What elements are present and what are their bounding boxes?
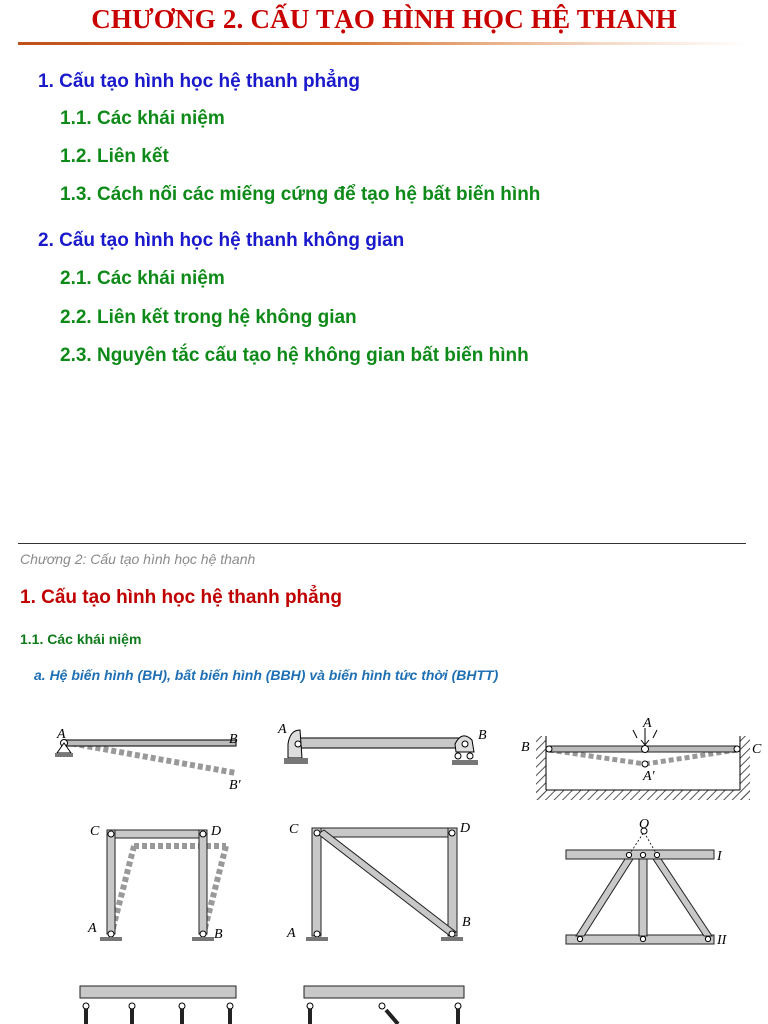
fig5-label-B: B	[462, 915, 471, 930]
running-head: Chương 2: Cấu tạo hình học hệ thanh	[20, 551, 256, 567]
toc-item-2-3[interactable]: 2.3. Nguyên tắc cấu tạo hệ không gian bất biến hình	[60, 345, 529, 366]
fig3-label-A: A	[643, 716, 652, 731]
section-title: 1. Cấu tạo hình học hệ thanh phẳng	[20, 587, 342, 608]
fig1-label-A: A	[57, 727, 66, 742]
title-underline	[18, 42, 748, 45]
toc-item-2-1[interactable]: 2.1. Các khái niệm	[60, 268, 225, 289]
figure-2-simple-beam	[277, 722, 487, 765]
fig2-label-A: A	[278, 722, 287, 737]
fig5-label-C: C	[289, 822, 299, 837]
fig6-label-O: O	[639, 817, 650, 832]
fig4-label-A: A	[88, 921, 97, 936]
toc-item-2[interactable]: 2. Cấu tạo hình học hệ thanh không gian	[38, 230, 405, 251]
figure-6-two-plates	[566, 817, 728, 948]
figure-4-hinged-frame	[87, 824, 226, 942]
fig5-label-A: A	[287, 926, 296, 941]
figure-7-beam-on-bars	[80, 986, 236, 1024]
figure-5-braced-frame	[286, 821, 471, 941]
figure-1-hinged-bar	[55, 727, 242, 793]
slide-title: CHƯƠNG 2. CẤU TẠO HÌNH HỌC HỆ THANH	[91, 4, 677, 34]
toc-item-1[interactable]: 1. Cấu tạo hình học hệ thanh phẳng	[38, 71, 360, 92]
fig3-label-C: C	[752, 742, 762, 757]
toc-item-2-2[interactable]: 2.2. Liên kết trong hệ không gian	[60, 307, 357, 328]
fig4-label-B: B	[214, 927, 223, 942]
figure-8-beam-on-bars	[304, 986, 464, 1024]
fig5-label-D: D	[460, 821, 471, 836]
fig4-label-C: C	[90, 824, 100, 839]
fig2-label-B: B	[478, 728, 487, 743]
item-a-heading: a. Hệ biến hình (BH), bất biến hình (BBH) và biến hình tức thời (BHTT)	[34, 667, 499, 683]
subsection-title: 1.1. Các khái niệm	[20, 631, 142, 647]
toc-item-1-1[interactable]: 1.1. Các khái niệm	[60, 108, 225, 129]
slide-divider	[18, 543, 746, 544]
fig6-label-II: II	[717, 933, 727, 948]
toc-item-1-3[interactable]: 1.3. Cách nối các miếng cứng để tạo hệ bất biến hình	[60, 184, 541, 205]
fig4-label-D: D	[211, 824, 222, 839]
fig1-label-B-prime: B'	[229, 778, 241, 793]
fig1-label-B: B	[229, 732, 238, 747]
structural-figures	[0, 700, 768, 1024]
figure-3-instant-mechanism	[521, 716, 762, 800]
fig6-label-I: I	[717, 849, 722, 864]
fig3-label-B: B	[521, 740, 530, 755]
toc-item-1-2[interactable]: 1.2. Liên kết	[60, 146, 169, 167]
fig3-label-A-prime: A'	[643, 769, 655, 784]
